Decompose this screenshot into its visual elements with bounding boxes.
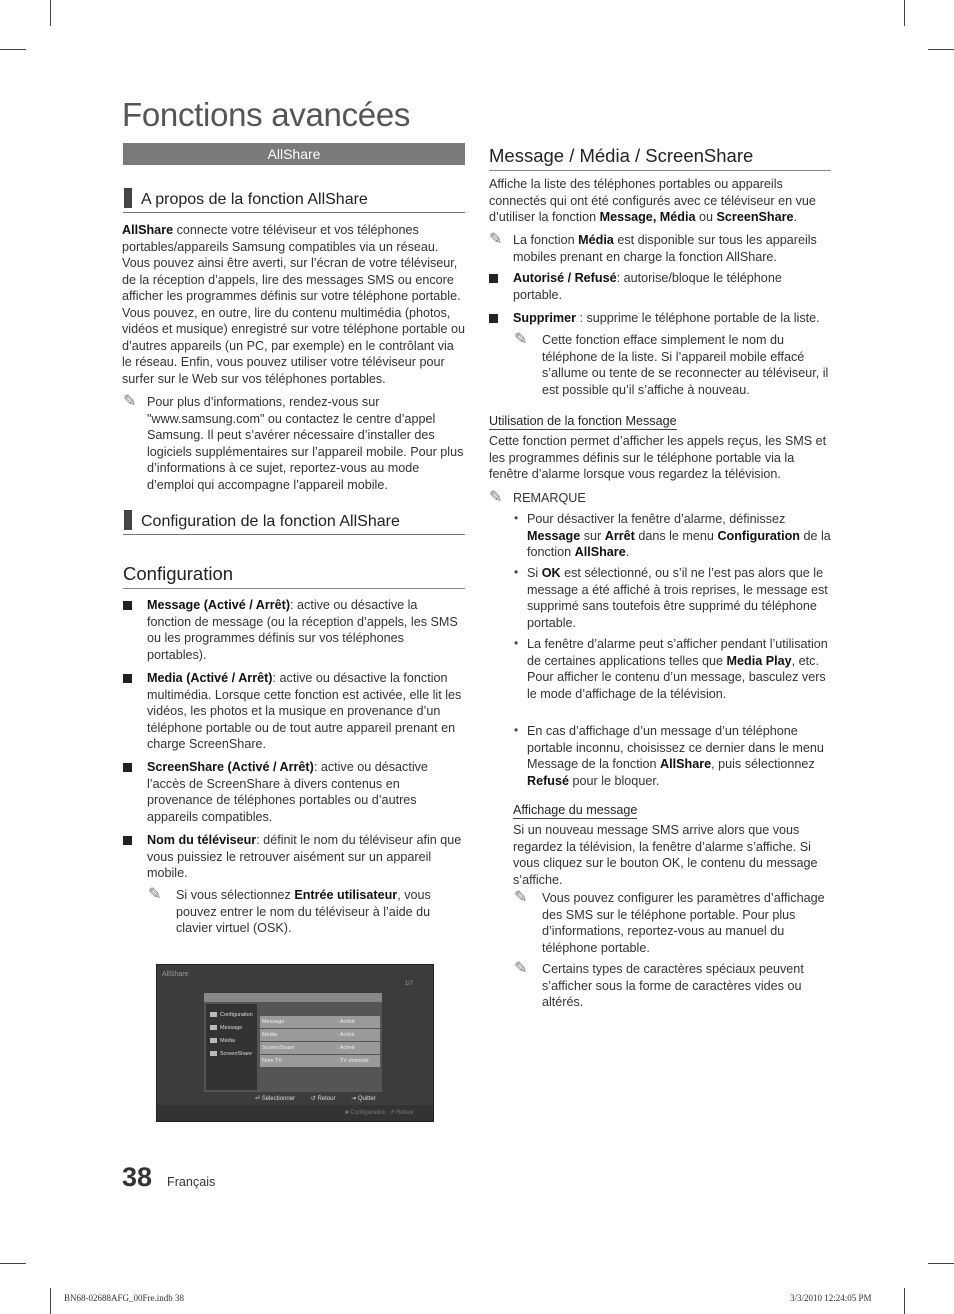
bullet-dot: •	[514, 636, 519, 650]
heading-marker	[124, 510, 132, 530]
configuration-title: Configuration	[123, 563, 465, 589]
setting-row[interactable]: ScreenShare : Activé	[260, 1042, 380, 1054]
display-subheading: Affichage du message	[513, 803, 638, 817]
settings-rows	[260, 1016, 380, 1068]
pencil-note-icon: ✎	[514, 889, 528, 906]
bullet-square	[123, 763, 132, 772]
bullet-square	[123, 836, 132, 845]
menu-item-screenshare[interactable]: ScreenShare	[210, 1051, 252, 1057]
page-title: Fonctions avancées	[122, 96, 411, 133]
gear-icon	[210, 1012, 217, 1017]
screenshot-page: 1/7	[404, 981, 413, 987]
help-bar	[255, 1095, 390, 1102]
heading-marker	[124, 188, 132, 208]
config-item-message: Message (Activé / Arrêt): active ou désactive la fonction de message (ou la réception d’appels, les SMS ou les programmes définis sur vos téléphones portables).	[147, 598, 458, 662]
message-media-heading: Message / Média / ScreenShare	[489, 145, 831, 171]
config-item-media: Media (Activé / Arrêt): active ou désactive la fonction multimédia. Lorsque cette fonction est activée, elle lit les vidéos, les photos et la musique en provenance d’un téléphone portable ou de tout autre appareil prenant en charge ScreenShare.	[147, 671, 462, 751]
bullet-square	[123, 601, 132, 610]
pencil-note-icon: ✎	[514, 331, 528, 348]
footer-date: 3/3/2010 12:24:05 PM	[790, 1293, 872, 1303]
remarque-label: REMARQUE	[513, 491, 586, 505]
setting-row[interactable]: Nom TV : TV domicile	[260, 1055, 380, 1067]
select-hint: ⏎ Sélectionner	[255, 1096, 296, 1102]
remark-1: Pour désactiver la fenêtre d’alarme, définissez Message sur Arrêt dans le menu Configuration de la fonction AllShare.	[527, 512, 831, 559]
message-subheading: Utilisation de la fonction Message	[489, 414, 677, 428]
remark-4: En cas d’affichage d’un message d’un téléphone portable inconnu, choisissez ce dernier dans le menu Message de la fonction AllShare, puis sélectionnez Refusé pour le bloquer.	[527, 724, 824, 788]
item-delete: Supprimer : supprime le téléphone portable de la liste.	[513, 311, 820, 325]
delete-note: Cette fonction efface simplement le nom du téléphone de la liste. Si l’appareil mobile effacé s’allume ou tente de se reconnecter au téléviseur, il est possible qu’il s’affiche à nouveau.	[542, 333, 829, 397]
display-note-1: Vous pouvez configurer les paramètres d’affichage des SMS sur le téléphone portable. Pour plus d’informations, reportez-vous au manuel du téléphone portable.	[542, 891, 825, 955]
quit-hint: ⇥ Quitter	[351, 1096, 376, 1102]
config-item-tv-name: Nom du téléviseur: définit le nom du téléviseur afin que vous puissiez le retrouver aisément sur un appareil mobile.	[147, 833, 462, 880]
display-note-2: Certains types de caractères spéciaux peuvent s’afficher sous la forme de caractères vides ou altérés.	[542, 962, 804, 1009]
back-hint: ↺ Retour	[310, 1096, 336, 1102]
pencil-note-icon: ✎	[489, 231, 503, 248]
item-allowed-refused: Autorisé / Refusé: autorise/bloque le téléphone portable.	[513, 271, 782, 302]
crop-mark	[0, 49, 26, 50]
pencil-note-icon: ✎	[489, 489, 503, 506]
pencil-note-icon: ✎	[148, 886, 162, 903]
envelope-icon	[210, 1025, 217, 1030]
bullet-square	[123, 674, 132, 683]
crop-mark	[50, 1288, 51, 1314]
bullet-square	[489, 314, 498, 323]
remark-3: La fenêtre d’alarme peut s’afficher pendant l’utilisation de certaines applications telles que Media Play, etc. Pour afficher le contenu d’un message, basculez vers le mode d’affichage de la télévision.	[527, 637, 828, 701]
tv-screenshot	[156, 964, 434, 1122]
screenshot-label: AllShare	[162, 971, 189, 978]
menu-item-message[interactable]: Message	[210, 1025, 242, 1031]
media-note: La fonction Média est disponible sur tous les appareils mobiles prenant en charge la fonction AllShare.	[513, 233, 817, 264]
crop-mark	[0, 1263, 26, 1264]
footer-file: BN68-02688AFG_00Fre.indb 38	[64, 1293, 185, 1303]
panel-header	[204, 993, 382, 1002]
config-heading: Configuration de la fonction AllShare	[123, 510, 465, 535]
side-menu	[206, 1004, 257, 1090]
screen-icon	[210, 1051, 217, 1056]
media-icon	[210, 1038, 217, 1043]
bullet-dot: •	[514, 511, 519, 525]
crop-mark	[928, 49, 954, 50]
crop-mark	[50, 0, 51, 26]
page-number: 38	[122, 1162, 153, 1192]
about-heading: A propos de la fonction AllShare	[123, 188, 465, 213]
display-paragraph: Si un nouveau message SMS arrive alors que vous regardez la télévision, la fenêtre d’alarme s’affiche. Si vous cliquez sur le bouton OK, le contenu du message s’affiche.	[513, 823, 818, 887]
config-hint: ■ Configuration	[345, 1110, 386, 1116]
pencil-note-icon: ✎	[514, 960, 528, 977]
setting-row[interactable]: Message : Activé	[260, 1016, 380, 1028]
about-paragraph: AllShare connecte votre téléviseur et vos téléphones portables/appareils Samsung compatibles via un réseau. Vous pouvez ainsi être averti, sur l’écran de votre téléviseur, de la réception d’appels, lire des messages SMS ou encore afficher les programmes définis sur votre téléphone portable. Vous pouvez, en outre, lire du contenu multimédia (photos, vidéos et musique) enregistré sur votre téléphone portable ou d’autres appareils (un PC, par exemple) en le contrôlant via le réseau. Enfin, vous pouvez utiliser votre téléviseur pour surfer sur le Web sur vos téléphones portables.	[122, 223, 466, 386]
setting-row[interactable]: Media : Activé	[260, 1029, 380, 1041]
page-language: Français	[167, 1175, 216, 1189]
bullet-dot: •	[514, 565, 519, 579]
bullet-square	[489, 274, 498, 283]
remark-2: Si OK est sélectionné, ou s’il ne l’est pas alors que le message a été affiché à trois reprises, le message est supprimé sans toutefois être supprimé du téléphone portable.	[527, 566, 828, 630]
menu-item-media[interactable]: Média	[210, 1038, 235, 1044]
section-bar: AllShare	[123, 143, 465, 165]
config-item-screenshare: ScreenShare (Activé / Arrêt): active ou désactive l’accès de ScreenShare à divers contenus en provenance de téléphones portables ou d’autres appareils compatibles.	[147, 760, 428, 824]
bullet-dot: •	[514, 723, 519, 737]
intro-paragraph: Affiche la liste des téléphones portables ou appareils connectés qui ont été configurés avec ce téléviseur en vue d’utiliser la fonction Message, Média ou ScreenShare.	[489, 177, 816, 224]
tv-name-note: Si vous sélectionnez Entrée utilisateur, vous pouvez entrer le nom du téléviseur à l’aide du clavier virtuel (OSK).	[176, 888, 431, 935]
message-paragraph: Cette fonction permet d’afficher les appels reçus, les SMS et les programmes définis sur le téléphone portable via la fenêtre d’alarme lorsque vous regardez la télévision.	[489, 434, 827, 481]
crop-mark	[904, 1288, 905, 1314]
bottom-hints	[345, 1109, 414, 1116]
menu-item-configuration[interactable]: Configuration	[210, 1012, 253, 1018]
bottom-back-hint: ↺ Retour	[389, 1110, 415, 1116]
about-note: Pour plus d’informations, rendez-vous sur "www.samsung.com" ou contactez le centre d’appel Samsung. Il peut s’avérer nécessaire d’installer des logiciels supplémentaires sur l’appareil mobile. Pour plus d’informations à ce sujet, reportez-vous au mode d’emploi qui accompagne l’appareil mobile.	[147, 395, 464, 492]
pencil-note-icon: ✎	[123, 393, 137, 410]
crop-mark	[928, 1263, 954, 1264]
crop-mark	[904, 0, 905, 26]
